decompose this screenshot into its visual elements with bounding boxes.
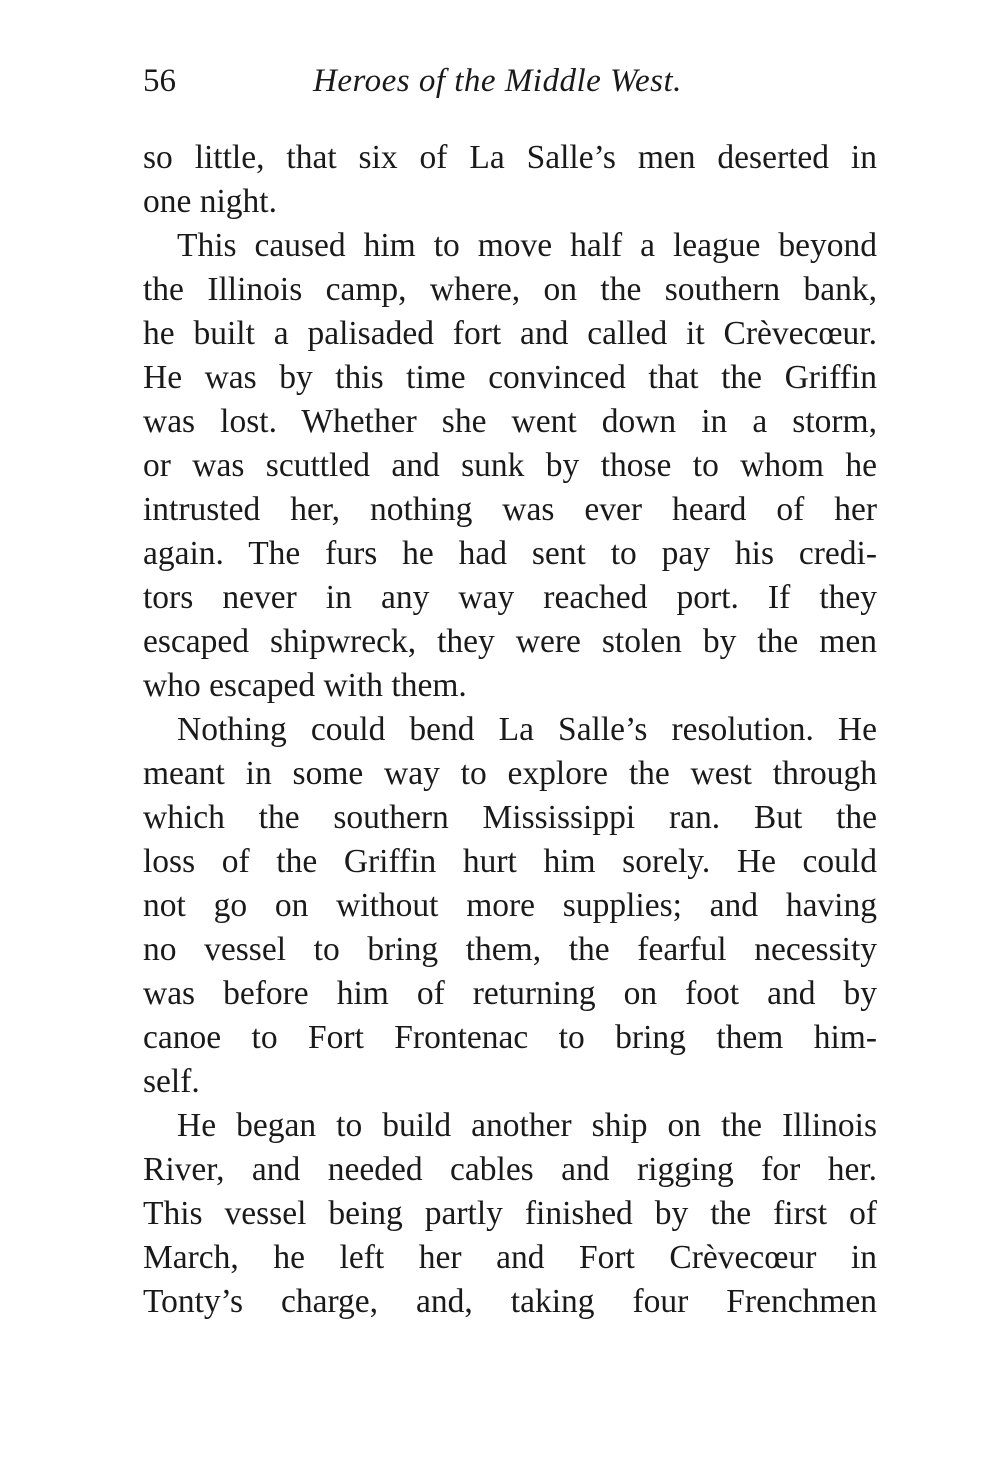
text-line: This vessel being partly finished by the first of — [143, 1195, 877, 1232]
text-line: loss of the Griffin hurt him sorely. He could — [143, 843, 877, 880]
text-line: Tonty’s charge, and, taking four Frenchmen — [143, 1283, 877, 1320]
text-line: This caused him to move half a league beyond — [177, 227, 877, 264]
running-head — [143, 56, 877, 106]
paragraph-4 — [143, 1104, 877, 1324]
body-text — [143, 136, 877, 1324]
text-line: no vessel to bring them, the fearful necessity — [143, 931, 877, 968]
text-line: which the southern Mississippi ran. But the — [143, 799, 877, 836]
text-line: was before him of returning on foot and by — [143, 975, 877, 1012]
text-line: who escaped with them. — [143, 667, 467, 704]
text-line: escaped shipwreck, they were stolen by the men — [143, 623, 877, 660]
paragraph-2 — [143, 224, 877, 708]
text-line: Nothing could bend La Salle’s resolution. He — [177, 711, 877, 748]
text-line: not go on without more supplies; and having — [143, 887, 877, 924]
text-line: so little, that six of La Salle’s men deserted in — [143, 139, 877, 176]
text-line: He began to build another ship on the Illinois — [177, 1107, 877, 1144]
text-line: meant in some way to explore the west through — [143, 755, 877, 792]
text-line: was lost. Whether she went down in a storm, — [143, 403, 877, 440]
text-line: canoe to Fort Frontenac to bring them him- — [143, 1019, 877, 1056]
text-line: intrusted her, nothing was ever heard of her — [143, 491, 877, 528]
text-line: tors never in any way reached port. If they — [143, 579, 877, 616]
text-line: again. The furs he had sent to pay his credi- — [143, 535, 877, 572]
text-line: one night. — [143, 183, 277, 220]
paragraph-3 — [143, 708, 877, 1104]
text-line: the Illinois camp, where, on the southern bank, — [143, 271, 877, 308]
text-line: or was scuttled and sunk by those to whom he — [143, 447, 877, 484]
text-line: he built a palisaded fort and called it Crèvecœur. — [143, 315, 877, 352]
running-title: Heroes of the Middle West. — [313, 63, 682, 99]
text-line: March, he left her and Fort Crèvecœur in — [143, 1239, 877, 1276]
text-line: He was by this time convinced that the Griffin — [143, 359, 877, 396]
paragraph-1 — [143, 136, 877, 224]
text-line: River, and needed cables and rigging for her. — [143, 1151, 877, 1188]
page-number: 56 — [143, 63, 176, 99]
text-line: self. — [143, 1063, 200, 1100]
